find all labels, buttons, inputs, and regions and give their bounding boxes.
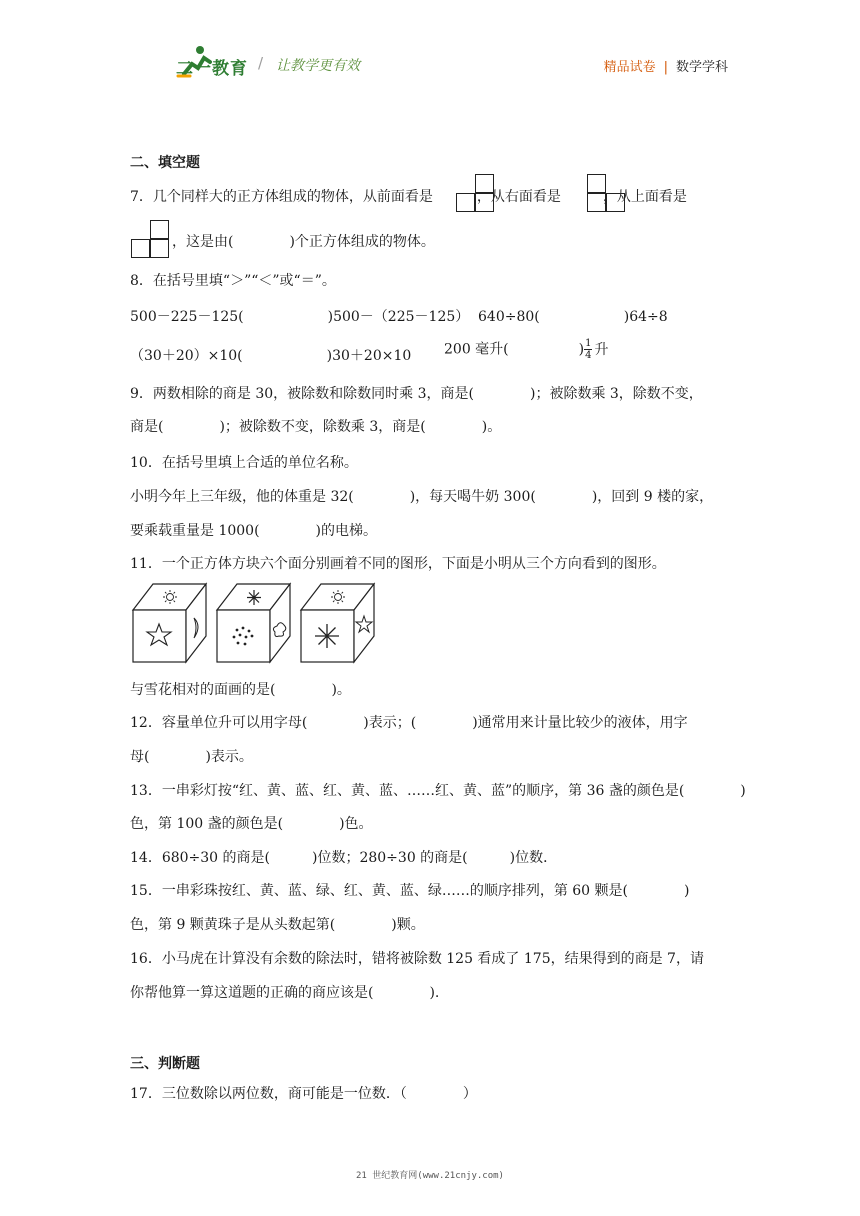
q16-line1: 16．小马虎在计算没有余数的除法时，错将被除数 125 看成了 175，结果得到的商是 7，请 [130,951,704,967]
snowflake-icon [315,624,339,648]
q13-line1: 13．一串彩灯按“红、黄、蓝、红、黄、蓝、……红、黄、蓝”的顺序，第 36 盏的颜色是( ) [130,783,746,799]
q8-title: 8．在括号里填“＞”“＜”或“＝”。 [130,273,336,289]
q12-line1: 12．容量单位升可以用字母( )表示；( )通常用来计量比较少的液体，用字 [130,715,688,731]
q7-line2: ，这是由( )个正方体组成的物体。 [172,234,435,250]
cube-2 [217,584,290,662]
q8-row1-right: 640÷80( )64÷8 [478,309,668,325]
section-title-fill: 二、填空题 [130,155,200,171]
q11-cubes-figure [131,582,381,664]
q7-line1: 7．几个同样大的正方体组成的物体，从前面看是 ，从右面看是 ，从上面看是 [130,189,687,205]
q12-line2: 母( )表示。 [130,749,253,765]
q8-row1-left: 500－225－125( )500－（225－125） [130,309,470,325]
q14-line1: 14．680÷30 的商是( )位数；280÷30 的商是( )位数． [130,850,558,866]
q8-row2-right: 200 毫升( ) $\frac{1}{4}$ 升 [444,338,609,361]
page-footer: 21 世纪教育网(www.21cnjy.com) [356,1171,504,1181]
q17-line1: 17．三位数除以两位数，商可能是一位数．（ ） [130,1086,477,1102]
q10-line1: 小明今年上三年级，他的体重是 32( )，每天喝牛奶 300( )，回到 9 楼的家， [130,489,714,505]
cube-1 [133,584,206,662]
cube-3 [301,584,374,662]
q10-title: 10．在括号里填上合适的单位名称。 [130,455,358,471]
q11-title: 11．一个正方体方块六个面分别画着不同的图形，下面是小明从三个方向看到的图形。 [130,556,666,572]
fraction-one-quarter: $\frac{1}{4}$ [585,338,592,361]
q16-line2: 你帮他算一算这道题的正确的商应该是( ). [130,985,440,1001]
q13-line2: 色，第 100 盏的颜色是( )色。 [130,816,373,832]
q8-row2-left: （30＋20）×10( )30＋20×10 [130,348,412,364]
header-tags: 精品试卷 | 数学学科 [603,60,728,75]
q9-line2: 商是( )；被除数不变，除数乘 3，商是( )。 [130,419,502,435]
q15-line1: 15．一串彩珠按红、黄、蓝、绿、红、黄、蓝、绿……的顺序排列，第 60 颗是( ) [130,883,690,899]
q15-line2: 色，第 9 颗黄珠子是从头数起第( )颗。 [130,917,425,933]
header-tagline: 让教学更有效 [276,58,360,74]
q11-answer: 与雪花相对的面画的是( )。 [130,682,351,698]
q9-line1: 9．两数相除的商是 30，被除数和除数同时乘 3，商是( )；被除数乘 3，除数不变， [130,386,703,402]
tag-quality: 精品试卷 [603,60,656,75]
q10-line2: 要乘载重量是 1000( )的电梯。 [130,523,378,539]
tag-subject: 数学学科 [675,60,728,75]
logo-text: 二一教育 [176,59,248,79]
header-divider: / [258,54,264,72]
section-title-judge: 三、判断题 [130,1056,200,1072]
